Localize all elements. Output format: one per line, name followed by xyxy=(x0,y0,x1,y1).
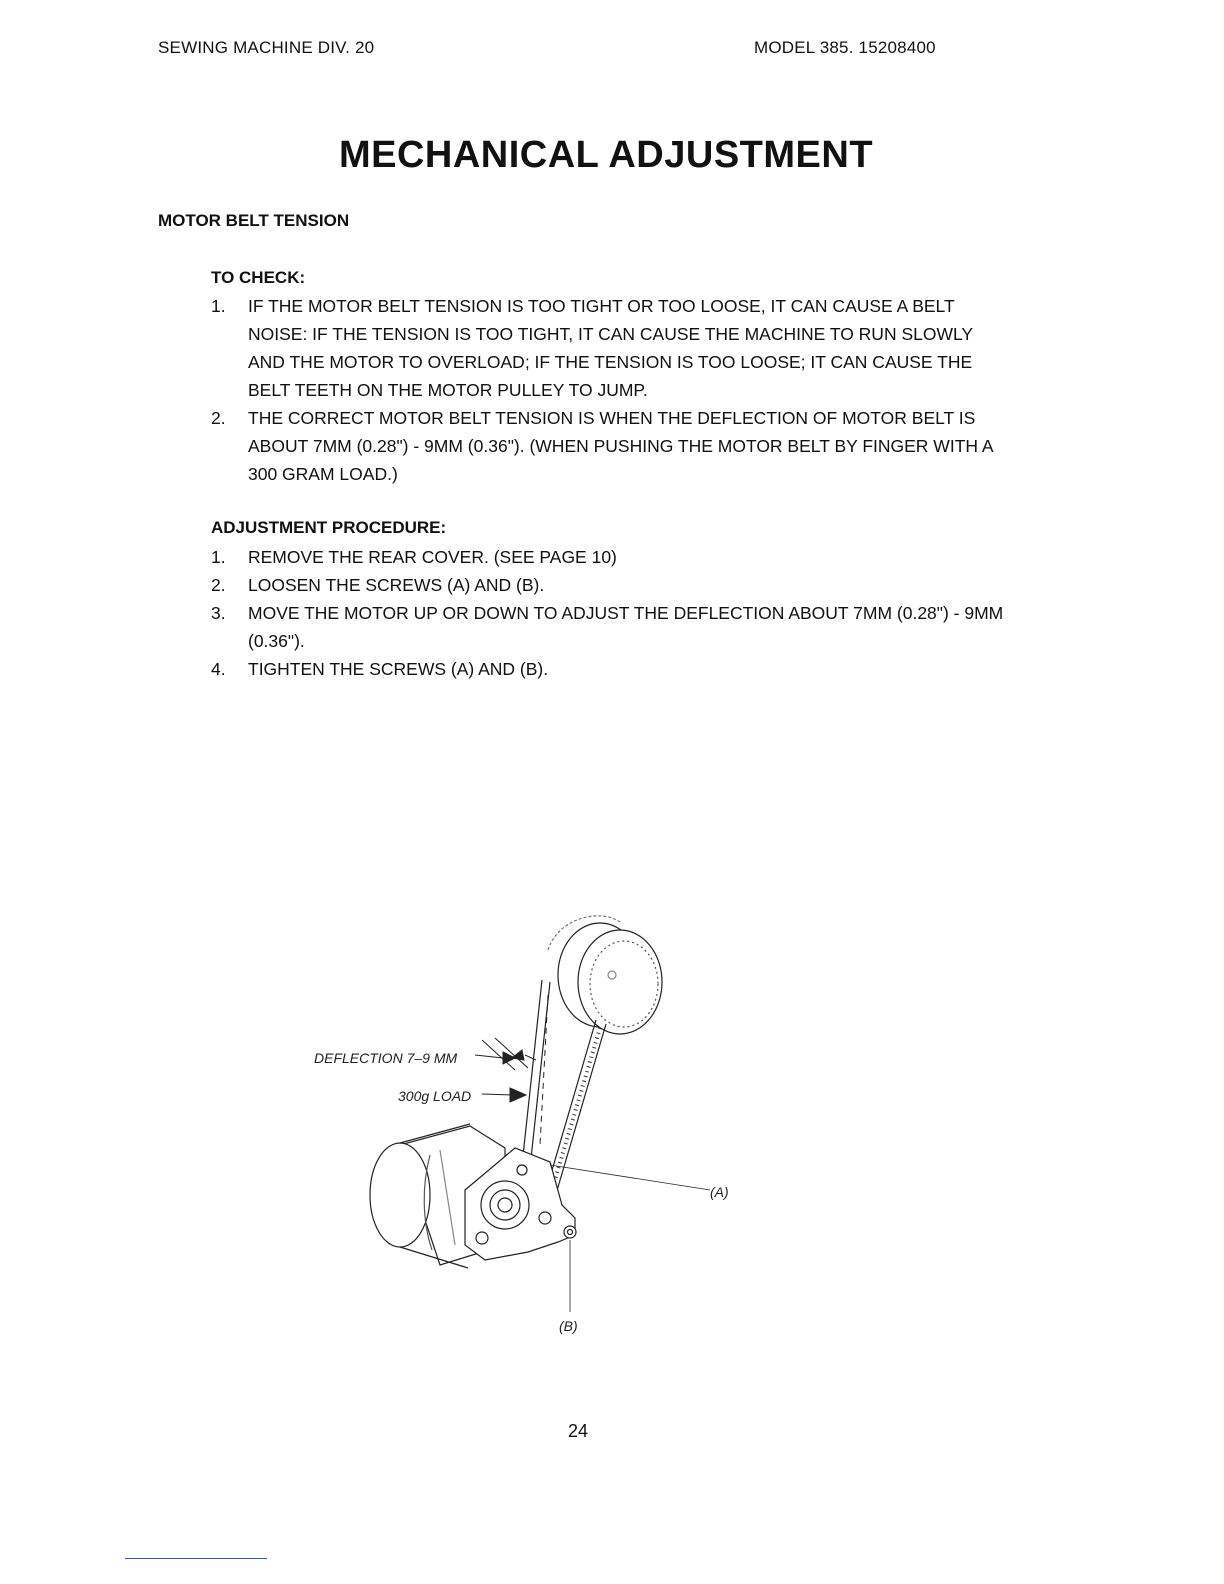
adjustment-heading: ADJUSTMENT PROCEDURE: xyxy=(211,518,447,537)
list-item-number: 4. xyxy=(211,659,226,679)
page-title: MECHANICAL ADJUSTMENT xyxy=(338,134,874,176)
page-number: 24 xyxy=(567,1421,589,1441)
section-heading: MOTOR BELT TENSION xyxy=(158,211,350,230)
list-item-number: 1. xyxy=(211,296,226,316)
list-item-text: THE CORRECT MOTOR BELT TENSION IS WHEN THE DEFLECTION OF MOTOR BELT IS ABOUT 7MM (0.28") - 9MM (0.36"). (WHEN PUSHING THE MOTOR BELT BY FINGER WITH A 300 GRAM LOAD.) xyxy=(248,408,993,484)
load-label: 300g LOAD xyxy=(398,1088,472,1104)
header-left: SEWING MACHINE DIV. 20 xyxy=(158,38,375,57)
screw-b xyxy=(564,1226,576,1238)
label-b: (B) xyxy=(559,1318,578,1334)
deflection-label: DEFLECTION 7–9 MM xyxy=(314,1050,458,1066)
header-right: MODEL 385. 15208400 xyxy=(754,38,936,57)
list-item-number: 3. xyxy=(211,603,226,623)
deflection-arrows xyxy=(475,1038,536,1102)
footer-rule xyxy=(125,1558,267,1559)
upper-pulley xyxy=(548,916,662,1034)
list-item xyxy=(211,599,1008,655)
motor-belt-diagram xyxy=(300,900,760,1340)
list-item xyxy=(211,543,1008,571)
list-item-number: 2. xyxy=(211,408,226,428)
adjustment-list xyxy=(211,543,1008,683)
list-item-text: TIGHTEN THE SCREWS (A) AND (B). xyxy=(248,659,549,679)
list-item-text: REMOVE THE REAR COVER. (SEE PAGE 10) xyxy=(248,547,617,567)
list-item xyxy=(211,404,1008,488)
list-item-number: 2. xyxy=(211,575,226,595)
list-item-text: MOVE THE MOTOR UP OR DOWN TO ADJUST THE DEFLECTION ABOUT 7MM (0.28") - 9MM (0.36"). xyxy=(248,603,1004,651)
to-check-heading: TO CHECK: xyxy=(211,268,306,287)
list-item-text: LOOSEN THE SCREWS (A) AND (B). xyxy=(248,575,545,595)
list-item xyxy=(211,655,1008,683)
list-item xyxy=(211,292,1008,404)
list-item-text: IF THE MOTOR BELT TENSION IS TOO TIGHT OR TOO LOOSE, IT CAN CAUSE A BELT NOISE: IF THE TENSION IS TOO TIGHT, IT CAN CAUSE THE MACHINE TO RUN SLOWLY AND THE MOTOR TO OVERLOAD; IF THE TENSION IS TOO LOOSE; IT CAN CAUSE THE BELT TEETH ON THE MOTOR PULLEY TO JUMP. xyxy=(248,296,973,400)
list-item xyxy=(211,571,1008,599)
label-a: (A) xyxy=(710,1184,729,1200)
list-item-number: 1. xyxy=(211,547,226,567)
to-check-list xyxy=(211,292,1008,488)
